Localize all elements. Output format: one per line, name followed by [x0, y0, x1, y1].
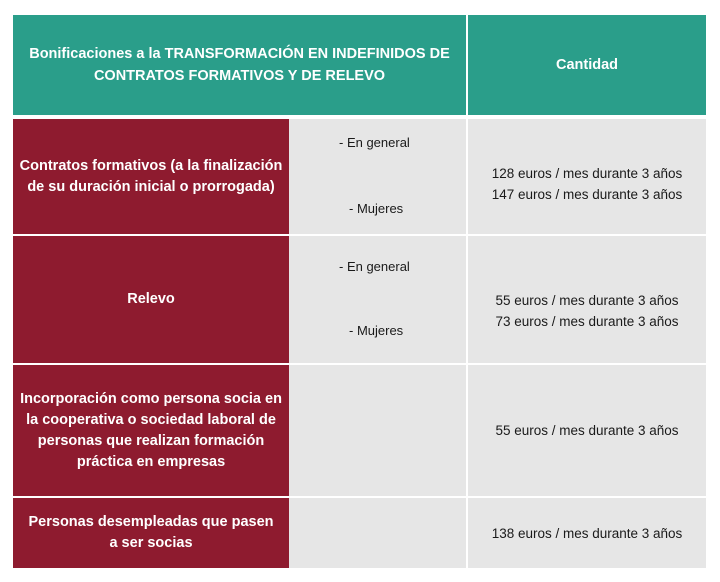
- category-label-2: Relevo: [127, 291, 175, 307]
- amount-3: 55 euros / mes durante 3 años: [495, 423, 679, 438]
- row-divider: [289, 234, 466, 236]
- sub-mujeres-1: - Mujeres: [349, 201, 404, 216]
- sub-cell-4: [289, 498, 466, 568]
- sub-general-1: - En general: [339, 135, 410, 150]
- header-title-cell: [13, 15, 466, 115]
- sub-cell-1: [289, 119, 466, 234]
- category-cell-1: [13, 119, 289, 234]
- category-cell-2: [13, 236, 289, 363]
- sub-mujeres-2: - Mujeres: [349, 323, 404, 338]
- category-cell-4: [13, 498, 289, 568]
- sub-cell-3: [289, 365, 466, 496]
- amount-4: 138 euros / mes durante 3 años: [491, 525, 683, 541]
- amount-general-1: 128 euros / mes durante 3 años: [491, 165, 683, 181]
- bonificaciones-table: [13, 15, 706, 568]
- category-label-3: Incorporación como persona socia en la cooperativa o sociedad laboral de personas que realizan formación práctica en empresas: [20, 390, 282, 470]
- category-label-1: Contratos formativos (a la finalización de su duración inicial o prorrogada): [19, 157, 283, 195]
- category-label-4: Personas desempleadas que pasen a ser socias: [28, 514, 274, 551]
- amount-mujeres-1: 147 euros / mes durante 3 años: [491, 186, 683, 202]
- amount-cell-1: [468, 119, 706, 234]
- header-title: Bonificaciones a la TRANSFORMACIÓN EN INDEFINIDOS DE CONTRATOS FORMATIVOS Y DE RELEVO: [29, 46, 450, 84]
- amount-cell-3: [468, 365, 706, 496]
- amount-cell-2: [468, 236, 706, 363]
- header-amount: Cantidad: [555, 57, 619, 73]
- header-amount-cell: [468, 15, 706, 115]
- amount-general-2: 55 euros / mes durante 3 años: [495, 292, 679, 308]
- category-cell-3: [13, 365, 289, 496]
- amount-mujeres-2: 73 euros / mes durante 3 años: [495, 313, 679, 329]
- sub-general-2: - En general: [339, 259, 410, 274]
- sub-cell-2: [289, 236, 466, 363]
- amount-cell-4: [468, 498, 706, 568]
